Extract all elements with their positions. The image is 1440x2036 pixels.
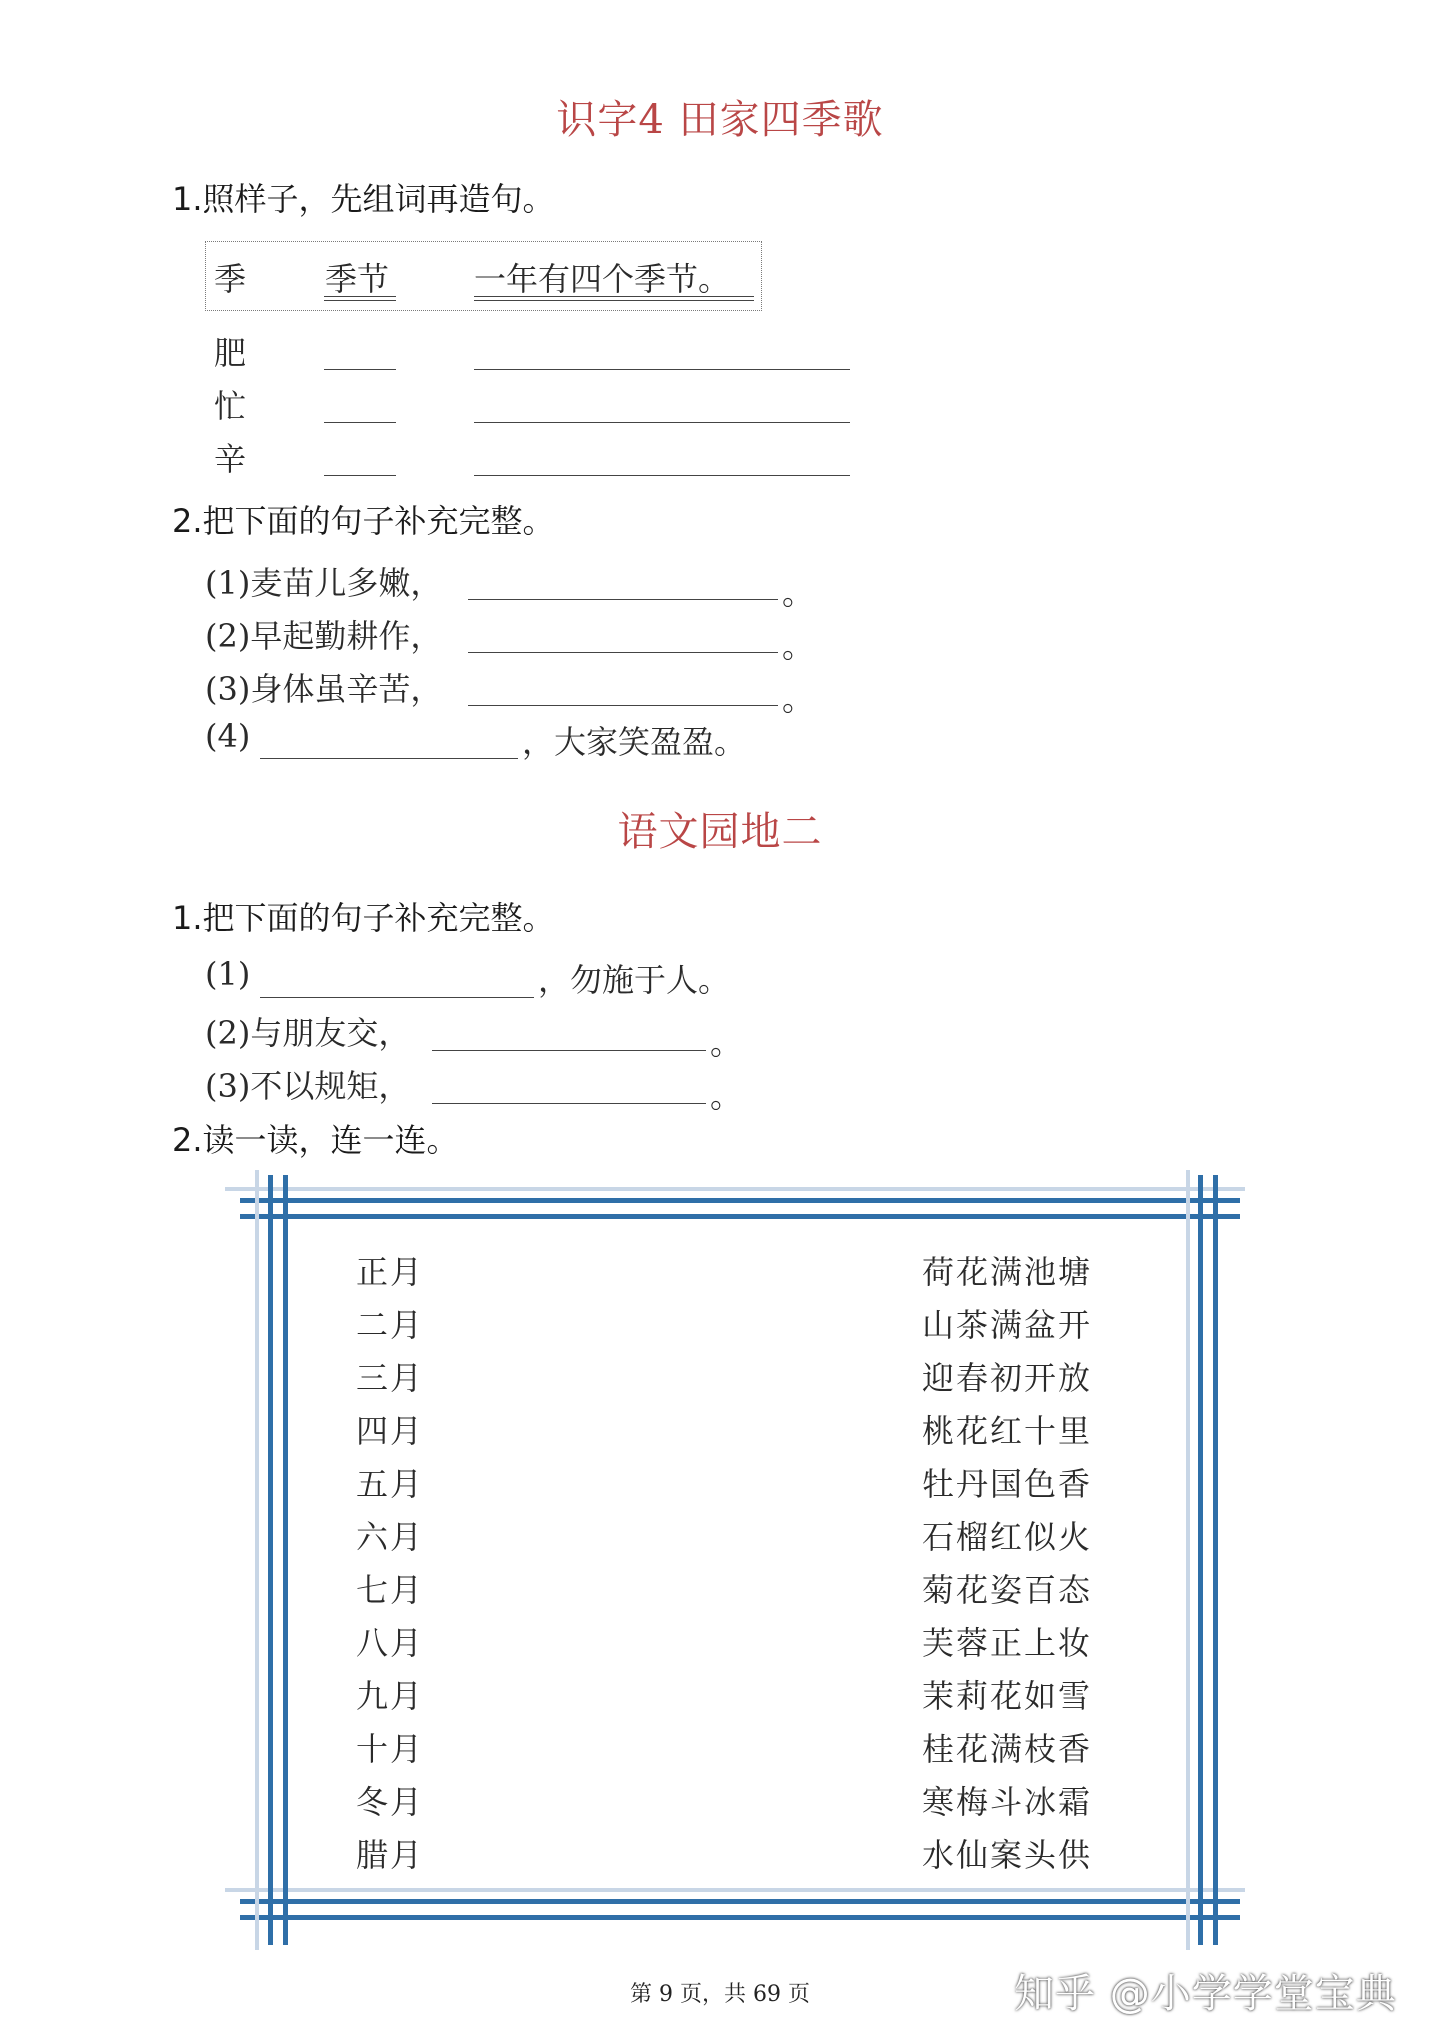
fill-prefix: (2)早起勤耕作， [205,617,443,655]
question-heading: 2.把下面的句子补充完整。 [172,502,555,540]
fill-blank[interactable] [260,997,534,998]
section-title-2: 语文园地二 [617,809,823,855]
example-word-underline [324,296,396,301]
question-heading: 1.把下面的句子补充完整。 [172,899,555,937]
page-number: 第 9 页，共 69 页 [630,1982,810,2007]
sentence-blank[interactable] [474,475,850,476]
flower-item[interactable]: 牡丹国色香 [922,1465,1093,1503]
flower-item[interactable]: 茉莉花如雪 [922,1677,1093,1715]
example-sentence: 一年有四个季节。 [474,260,731,298]
month-item[interactable]: 二月 [356,1306,425,1344]
sentence-blank[interactable] [474,369,850,370]
month-item[interactable]: 六月 [356,1518,425,1556]
word-blank[interactable] [324,422,396,423]
sentence-blank[interactable] [474,422,850,423]
fill-suffix: 。 [710,1077,743,1115]
month-item[interactable]: 八月 [356,1624,425,1662]
watermark: 知乎 @小学学堂宝典 [1014,1971,1397,2017]
month-item[interactable]: 九月 [356,1677,425,1715]
month-item[interactable]: 三月 [356,1359,425,1397]
fill-suffix: 。 [782,574,815,612]
question-heading: 2.读一读，连一连。 [172,1121,459,1159]
word-blank[interactable] [324,369,396,370]
fill-blank[interactable] [468,599,778,600]
flower-item[interactable]: 寒梅斗冰霜 [922,1783,1093,1821]
fill-blank[interactable] [468,705,778,706]
fill-suffix: 。 [782,680,815,718]
flower-item[interactable]: 菊花姿百态 [922,1571,1093,1609]
char-label: 辛 [214,440,247,478]
fill-blank[interactable] [432,1050,706,1051]
flower-item[interactable]: 水仙案头供 [922,1836,1093,1874]
question-heading: 1.照样子，先组词再造句。 [172,180,555,218]
month-item[interactable]: 四月 [356,1412,425,1450]
fill-prefix: (4) [205,717,251,755]
char-label: 忙 [214,387,247,425]
section-title-1: 识字4 田家四季歌 [556,97,884,143]
month-item[interactable]: 七月 [356,1571,425,1609]
fill-blank[interactable] [432,1103,706,1104]
fill-suffix: ，勿施于人。 [538,961,731,999]
flower-item[interactable]: 桃花红十里 [922,1412,1093,1450]
month-item[interactable]: 正月 [356,1253,425,1291]
example-char: 季 [214,260,247,298]
example-word: 季节 [325,260,390,298]
flower-item[interactable]: 迎春初开放 [922,1359,1093,1397]
month-item[interactable]: 十月 [356,1730,425,1768]
fill-prefix: (1)麦苗儿多嫩， [205,564,443,602]
fill-blank[interactable] [260,758,518,759]
example-sentence-underline [474,296,754,301]
month-item[interactable]: 腊月 [356,1836,425,1874]
char-label: 肥 [214,334,247,372]
flower-item[interactable]: 荷花满池塘 [922,1253,1093,1291]
flower-item[interactable]: 石榴红似火 [922,1518,1093,1556]
fill-prefix: (3)不以规矩， [205,1067,411,1105]
fill-prefix: (3)身体虽辛苦， [205,670,443,708]
fill-prefix: (1) [205,955,251,993]
fill-suffix: 。 [710,1024,743,1062]
flower-item[interactable]: 芙蓉正上妆 [922,1624,1093,1662]
month-item[interactable]: 冬月 [356,1783,425,1821]
month-item[interactable]: 五月 [356,1465,425,1503]
fill-blank[interactable] [468,652,778,653]
fill-prefix: (2)与朋友交， [205,1014,411,1052]
word-blank[interactable] [324,475,396,476]
flower-item[interactable]: 山茶满盆开 [922,1306,1093,1344]
fill-suffix: 。 [782,627,815,665]
fill-suffix: ，大家笑盈盈。 [522,723,747,761]
flower-item[interactable]: 桂花满枝香 [922,1730,1093,1768]
